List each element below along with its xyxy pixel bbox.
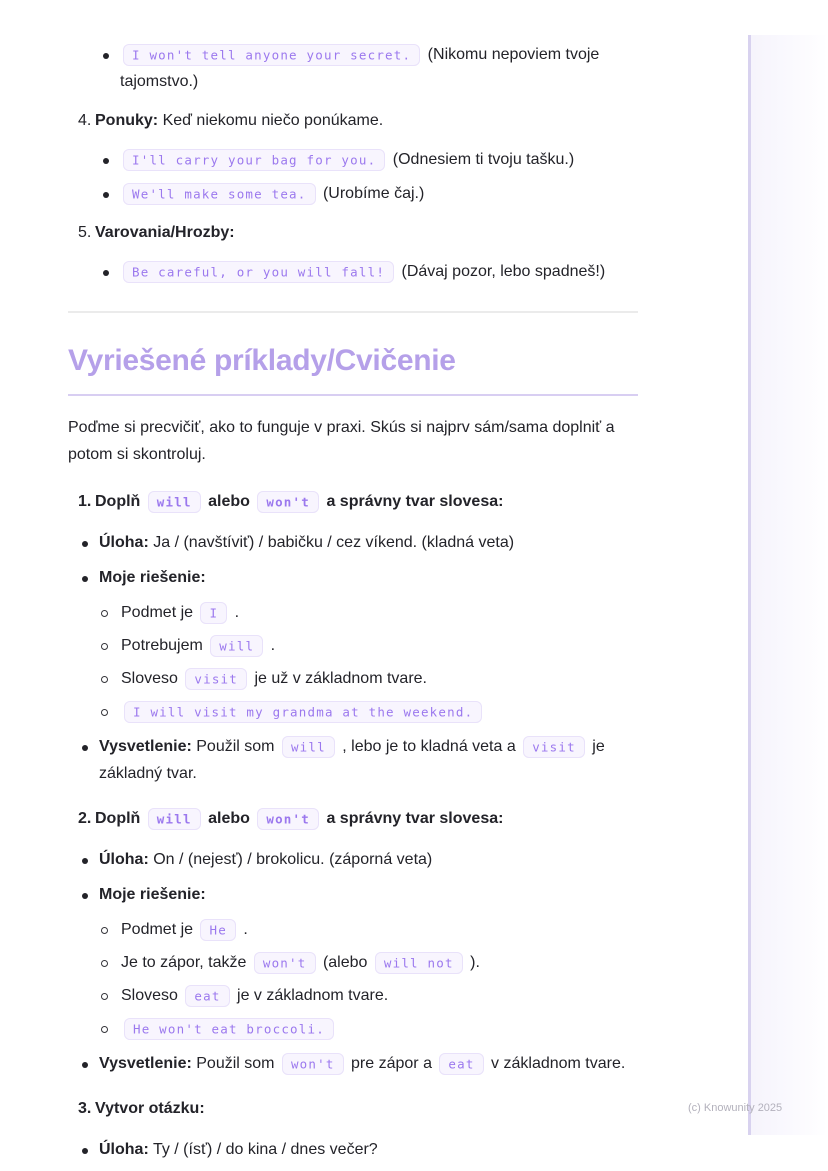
- code-chip: eat: [439, 1053, 483, 1075]
- circle-bullet-icon: [101, 916, 121, 943]
- list-item: [82, 733, 638, 787]
- bullet-icon: [82, 1050, 99, 1077]
- text-segment: Sloveso: [121, 987, 183, 1004]
- bold-text: a správny tvar slovesa:: [322, 493, 504, 510]
- bold-text: Vysvetlenie:: [99, 738, 192, 755]
- sub-item-text: [121, 916, 638, 943]
- list-item: [82, 1050, 638, 1077]
- list-number: 3.: [78, 1100, 92, 1117]
- exercise-1-title: [78, 488, 638, 515]
- list-item: [82, 529, 638, 556]
- sub-item-text: [121, 698, 638, 725]
- exercise-title-text: [95, 1095, 638, 1122]
- bold-text: a správny tvar slovesa:: [322, 810, 504, 827]
- text-segment: (Nikomu nepoviem tvoje tajomstvo.): [120, 46, 600, 90]
- list-item-text: [120, 41, 638, 95]
- text-segment: pre zápor a: [346, 1055, 437, 1072]
- text-segment: Ty / (ísť) / do kina / dnes večer?: [148, 1141, 378, 1158]
- list-item-text: [99, 846, 638, 873]
- bold-text: Úloha:: [99, 534, 149, 551]
- text-segment: (Urobíme čaj.): [318, 185, 425, 202]
- text-segment: Ja / (navštíviť) / babičku / cez víkend. (kladná veta): [148, 534, 515, 551]
- list-number: 1.: [78, 493, 92, 510]
- list-item-text: [99, 1136, 638, 1163]
- sub-list-item: [101, 665, 638, 692]
- list-item-text: [99, 733, 638, 787]
- document-content: [68, 0, 638, 1171]
- list-item: [103, 41, 638, 95]
- code-chip: will: [148, 491, 201, 513]
- list-item: [82, 881, 638, 908]
- sub-item-text: [121, 665, 638, 692]
- list-number: 2.: [78, 810, 92, 827]
- list-item: [103, 180, 638, 207]
- section-heading: Vyriešené príklady/Cvičenie: [68, 344, 456, 377]
- sub-list-item: [101, 982, 638, 1009]
- sub-item-text: [121, 632, 638, 659]
- code-chip: I: [200, 602, 227, 624]
- numbered-item: [78, 219, 638, 246]
- list-item: [103, 258, 638, 285]
- text-segment: , lebo je to kladná veta a: [337, 738, 521, 755]
- exercise-title-text: [95, 805, 638, 832]
- text-segment: je už v základnom tvare.: [250, 670, 427, 687]
- code-chip: will: [210, 635, 263, 657]
- text-segment: Keď niekomu niečo ponúkame.: [158, 112, 384, 129]
- circle-bullet-icon: [101, 698, 121, 725]
- page-edge-strip: [748, 35, 828, 1135]
- circle-bullet-icon: [101, 632, 121, 659]
- sub-item-text: [121, 982, 638, 1009]
- list-item: [103, 146, 638, 173]
- sub-item-text: [121, 949, 638, 976]
- text-segment: .: [238, 921, 248, 938]
- list-number: 5.: [78, 224, 92, 241]
- bullet-icon: [103, 41, 120, 68]
- list-item: [82, 846, 638, 873]
- code-chip: He won't eat broccoli.: [124, 1018, 334, 1040]
- code-chip: Be careful, or you will fall!: [123, 261, 394, 283]
- text-segment: (Dávaj pozor, lebo spadneš!): [397, 263, 606, 280]
- sub-list-item: [101, 949, 638, 976]
- bold-text: Vysvetlenie:: [99, 1055, 192, 1072]
- code-chip: I will visit my grandma at the weekend.: [124, 701, 482, 723]
- text-segment: Podmet je: [121, 604, 198, 621]
- intro-paragraph: Poďme si precvičiť, ako to funguje v praxi. Skús si najprv sám/sama doplniť a potom si skontroluj.: [68, 419, 615, 463]
- text-segment: .: [230, 604, 240, 621]
- code-chip: will not: [375, 952, 463, 974]
- code-chip: He: [200, 919, 235, 941]
- code-chip: visit: [523, 736, 585, 758]
- bold-text: alebo: [203, 493, 255, 510]
- bullet-icon: [82, 1136, 99, 1163]
- text-segment: Podmet je: [121, 921, 198, 938]
- bold-text: Moje riešenie:: [99, 569, 206, 586]
- bold-text: Doplň: [95, 810, 145, 827]
- sub-list-item: [101, 599, 638, 626]
- list-number: 4.: [78, 112, 92, 129]
- bold-text: Ponuky:: [95, 112, 159, 129]
- text-segment: je základný tvar.: [99, 738, 605, 782]
- bold-text: Vytvor otázku:: [95, 1100, 205, 1117]
- solution-steps: [68, 599, 638, 725]
- numbered-item-text: [95, 219, 638, 246]
- code-chip: will: [148, 808, 201, 830]
- code-chip: I'll carry your bag for you.: [123, 149, 385, 171]
- list-item-text: [99, 881, 638, 908]
- sub-list-item: [101, 632, 638, 659]
- numbered-item-text: [95, 107, 638, 134]
- circle-bullet-icon: [101, 982, 121, 1009]
- bullet-icon: [82, 529, 99, 556]
- bullet-icon: [103, 146, 120, 173]
- bullet-icon: [103, 258, 120, 285]
- list-item: [82, 1136, 638, 1163]
- circle-bullet-icon: [101, 1015, 121, 1042]
- code-chip: won't: [257, 491, 319, 513]
- text-segment: .: [266, 637, 276, 654]
- bold-text: Moje riešenie:: [99, 886, 206, 903]
- circle-bullet-icon: [101, 949, 121, 976]
- sub-item-text: [121, 599, 638, 626]
- text-segment: On / (nejesť) / brokolicu. (záporná veta): [148, 851, 433, 868]
- sub-list-item: [101, 916, 638, 943]
- exercise-3-title: [78, 1095, 638, 1122]
- text-segment: ).: [465, 954, 480, 971]
- text-segment: je v základnom tvare.: [232, 987, 389, 1004]
- list-item-text: [99, 1050, 638, 1077]
- list-item: [82, 564, 638, 591]
- circle-bullet-icon: [101, 599, 121, 626]
- circle-bullet-icon: [101, 665, 121, 692]
- code-chip: won't: [254, 952, 316, 974]
- heading-underline: [68, 394, 638, 396]
- exercise-title-text: [95, 488, 638, 515]
- text-segment: (Odnesiem ti tvoju tašku.): [388, 151, 575, 168]
- code-chip: We'll make some tea.: [123, 183, 316, 205]
- code-chip: won't: [257, 808, 319, 830]
- code-chip: will: [282, 736, 335, 758]
- text-segment: Je to zápor, takže: [121, 954, 251, 971]
- text-segment: Použil som: [191, 1055, 279, 1072]
- bullet-icon: [82, 564, 99, 591]
- solution-steps: [68, 916, 638, 1042]
- text-segment: Sloveso: [121, 670, 183, 687]
- bold-text: Úloha:: [99, 851, 149, 868]
- list-item-text: [99, 564, 638, 591]
- bullet-icon: [103, 180, 120, 207]
- exercise-2-title: [78, 805, 638, 832]
- sub-list-item: [101, 1015, 638, 1042]
- code-chip: I won't tell anyone your secret.: [123, 44, 420, 66]
- list-item-text: [120, 180, 638, 207]
- list-item-text: [99, 529, 638, 556]
- code-chip: won't: [282, 1053, 344, 1075]
- bold-text: Doplň: [95, 493, 145, 510]
- bold-text: Varovania/Hrozby:: [95, 224, 235, 241]
- text-segment: (alebo: [318, 954, 372, 971]
- bullet-icon: [82, 881, 99, 908]
- code-chip: eat: [185, 985, 229, 1007]
- sub-list-item: [101, 698, 638, 725]
- text-segment: v základnom tvare.: [486, 1055, 626, 1072]
- numbered-item: [78, 107, 638, 134]
- bold-text: alebo: [203, 810, 255, 827]
- bullet-icon: [82, 733, 99, 760]
- sub-item-text: [121, 1015, 638, 1042]
- text-segment: Použil som: [191, 738, 279, 755]
- bold-text: Úloha:: [99, 1141, 149, 1158]
- section-divider: [68, 311, 638, 313]
- bullet-icon: [82, 846, 99, 873]
- copyright-footer: (c) Knowunity 2025: [688, 1102, 783, 1114]
- list-item-text: [120, 146, 638, 173]
- code-chip: visit: [185, 668, 247, 690]
- text-segment: Potrebujem: [121, 637, 208, 654]
- list-item-text: [120, 258, 638, 285]
